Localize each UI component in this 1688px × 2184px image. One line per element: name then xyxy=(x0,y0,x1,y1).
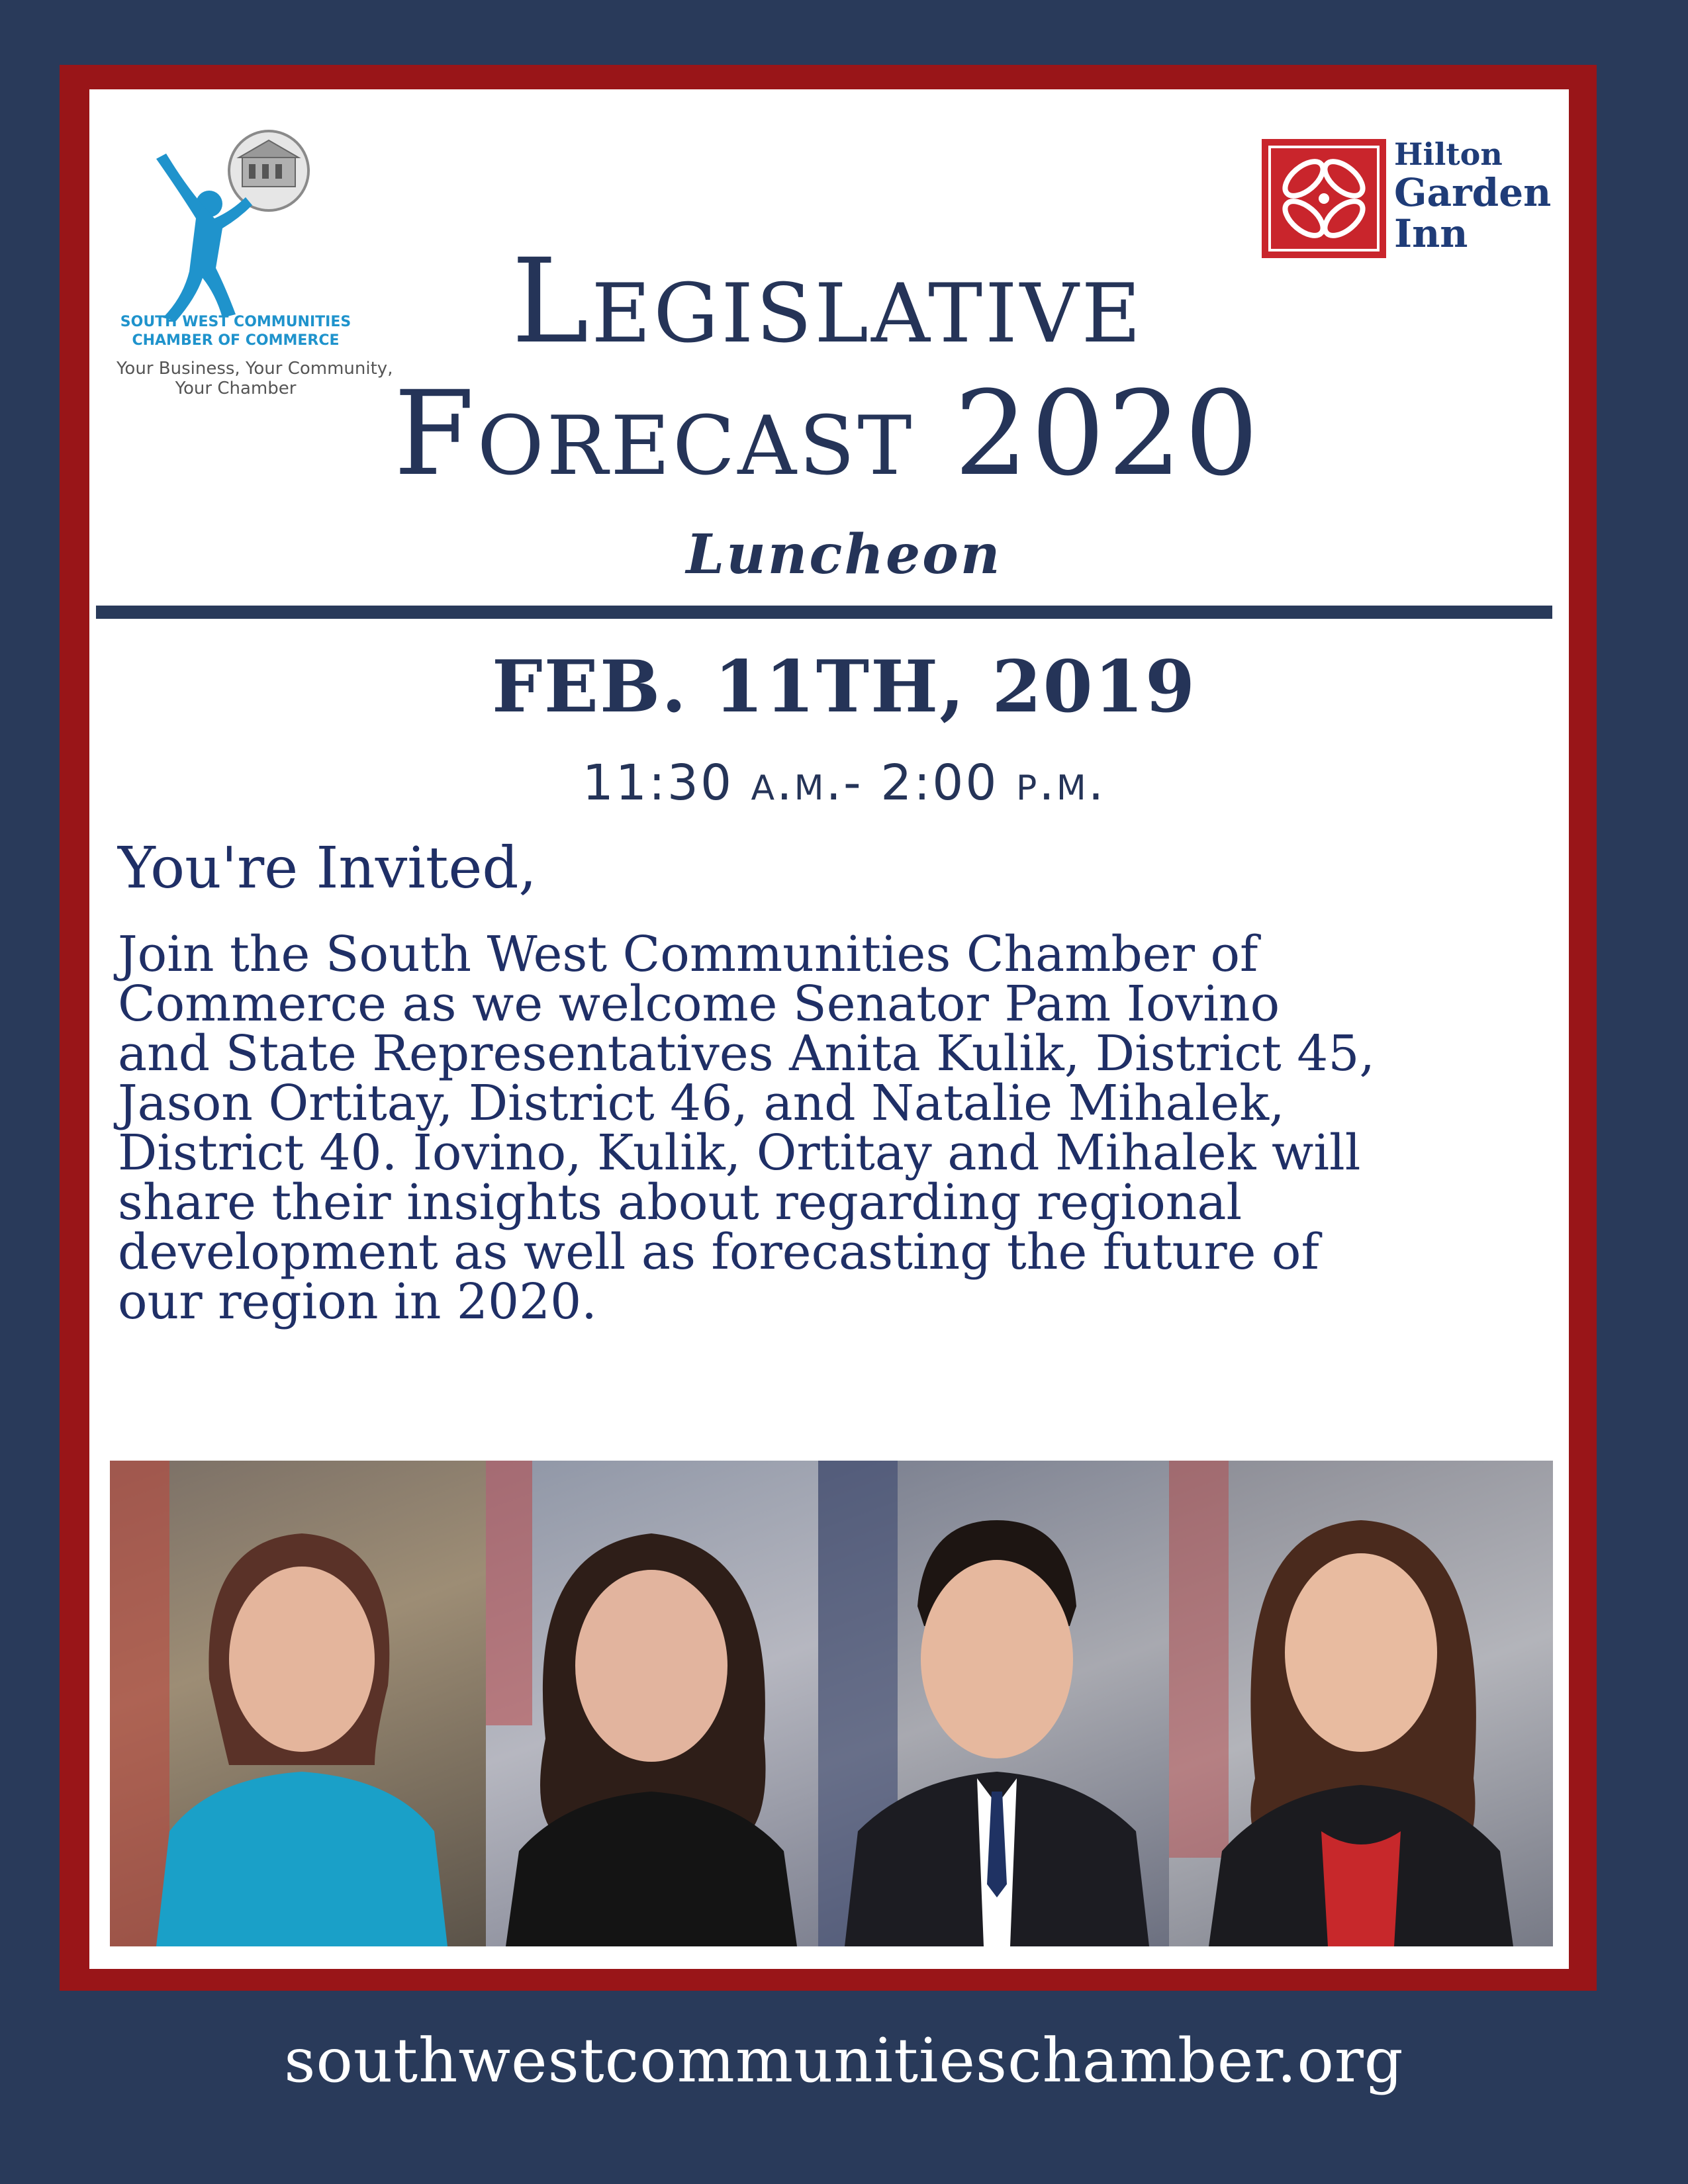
speaker-photo-kulik xyxy=(486,1461,818,1946)
divider-line xyxy=(96,606,1552,619)
hilton-wordmark xyxy=(1394,136,1579,256)
event-date: FEB. 11TH, 2019 xyxy=(492,645,1196,729)
event-title-line-2: Forecast 2020 xyxy=(393,366,1262,502)
body-line: Commerce as we welcome Senator Pam Iovino xyxy=(118,976,1280,1032)
event-time: 11:30 a.m.- 2:00 p.m. xyxy=(582,754,1106,811)
hilton-word: Hilton xyxy=(1394,136,1503,172)
event-title-line-1: Legislative xyxy=(511,234,1144,369)
body-line: Join the South West Communities Chamber of xyxy=(118,926,1258,983)
garden-word: Garden xyxy=(1394,170,1552,215)
inn-word: Inn xyxy=(1394,211,1468,256)
chamber-name-line-2: CHAMBER OF COMMERCE xyxy=(132,332,340,349)
website-link[interactable]: southwestcommunitieschamber.org xyxy=(284,2025,1404,2096)
speaker-photo-iovino xyxy=(110,1461,486,1946)
chamber-tagline-2: Your Chamber xyxy=(175,379,297,398)
body-line: Jason Ortitay, District 46, and Natalie Mihalek, xyxy=(118,1075,1285,1132)
invitation-greeting: You're Invited, xyxy=(118,835,537,901)
speaker-photos xyxy=(110,1461,1553,1946)
chamber-tagline-1: Your Business, Your Community, xyxy=(117,359,393,379)
hilton-flower-icon xyxy=(1262,139,1386,258)
speaker-photo-ortitay xyxy=(818,1461,1169,1946)
body-line: our region in 2020. xyxy=(118,1273,597,1330)
chamber-name-line-1: SOUTH WEST COMMUNITIES xyxy=(120,314,352,330)
body-line: development as well as forecasting the future of xyxy=(118,1224,1319,1281)
body-line: and State Representatives Anita Kulik, District 45, xyxy=(118,1025,1375,1082)
body-line: share their insights about regarding regional xyxy=(118,1174,1243,1231)
event-subtitle: Luncheon xyxy=(686,523,1002,586)
speaker-photo-mihalek xyxy=(1169,1461,1553,1946)
body-line: District 40. Iovino, Kulik, Ortitay and Mihalek will xyxy=(118,1124,1361,1181)
invitation-body xyxy=(118,926,1534,1330)
